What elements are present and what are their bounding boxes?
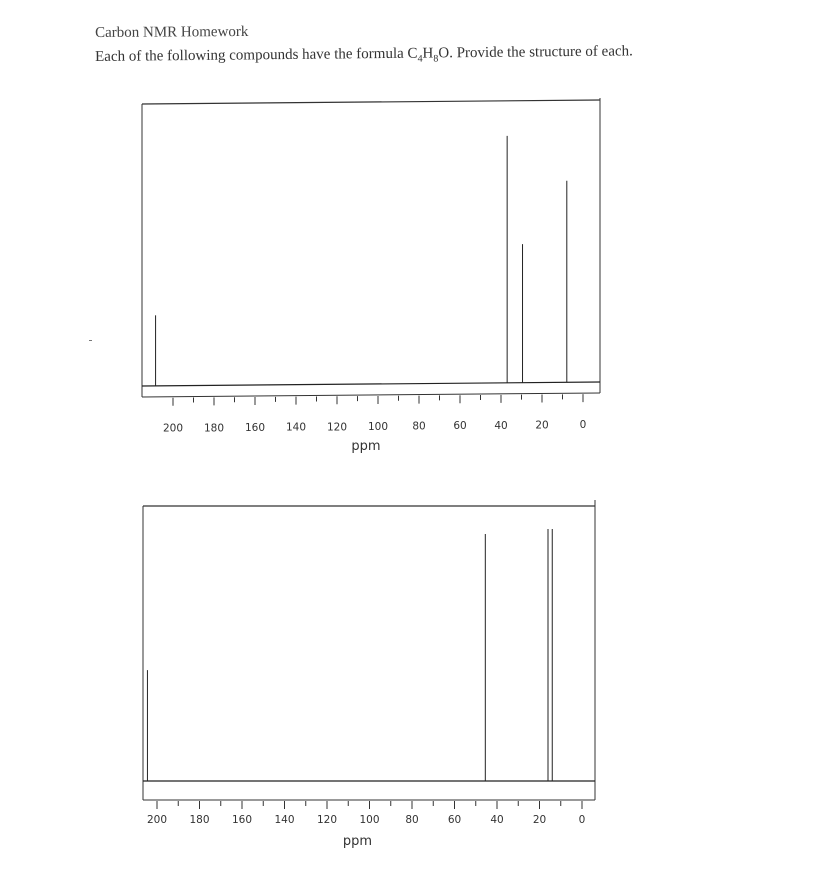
tick-label: 200 [146,814,168,826]
document-title: Carbon NMR Homework [95,23,249,41]
formula-c-subscript: 4 [417,53,423,65]
tick-label: 140 [274,814,295,826]
formula-h: H [422,45,434,62]
tick-label: 180 [189,814,210,826]
tick-label: 40 [494,419,508,432]
tick-label: 120 [326,421,348,434]
tick-label: 0 [578,814,586,826]
tick-label: 160 [231,814,253,826]
tick-label: 40 [490,814,504,826]
instruction-prefix: Each of the following compounds have the formula C [95,45,418,65]
axis-label: ppm [351,438,381,454]
tick-label: 160 [244,422,266,435]
axis-band-bottom [142,393,600,397]
tick-label: 0 [579,419,587,432]
tick-label: 80 [405,814,419,826]
frame-top [142,100,600,104]
tick-label: 20 [532,814,547,826]
tick-label: 200 [162,422,184,435]
tick-label: 180 [203,422,225,435]
axis-label: ppm [342,834,373,849]
spectrum-1 [142,98,600,454]
spectrum-2 [143,500,595,849]
tick-label: 140 [285,421,307,434]
tick-label: 100 [367,420,389,433]
baseline [142,382,600,386]
tick-label: 100 [359,814,380,826]
tick-label: 20 [535,419,549,432]
instruction-suffix: O. Provide the structure of each. [438,43,633,62]
tick-label: 60 [447,814,462,826]
formula-h-subscript: 8 [433,53,439,65]
tick-label: 120 [316,814,338,826]
tick-label: 80 [412,420,426,433]
tick-label: 60 [453,420,467,433]
